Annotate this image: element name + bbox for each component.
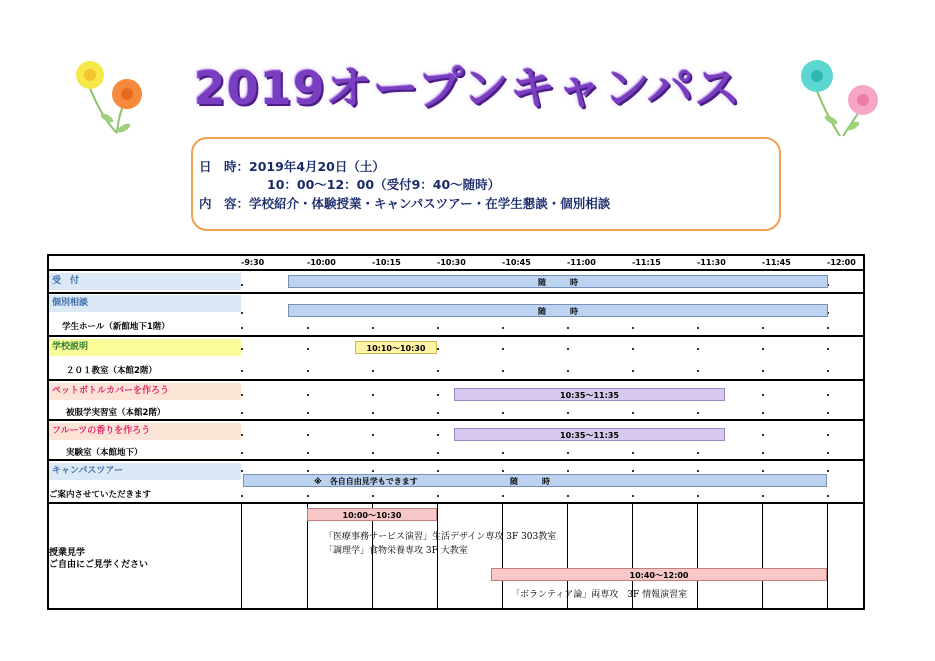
divider (47, 502, 865, 504)
row-label-reception: 受 付 (49, 273, 241, 290)
class-visit-bar-1: 10:00～10:30 (307, 508, 437, 521)
grid-dot (241, 327, 243, 329)
grid-dot (697, 470, 699, 472)
grid-dot (567, 327, 569, 329)
divider (827, 504, 828, 610)
grid-dot (241, 394, 243, 396)
room-school-briefing: ２０１教室（本館2階） (66, 366, 157, 376)
divider (47, 379, 865, 381)
grid-dot (762, 348, 764, 350)
grid-dot (241, 412, 243, 414)
consultation-bar: 随 時 (288, 304, 828, 317)
grid-dot (372, 412, 374, 414)
grid-dot (697, 370, 699, 372)
grid-dot (241, 495, 243, 497)
grid-dot (827, 470, 829, 472)
grid-dot (372, 470, 374, 472)
class-visit-note-2: 「ボランティア論」両専攻 3F 情報演習室 (511, 590, 688, 600)
grid-dot (762, 412, 764, 414)
pet-bottle-bar: 10:35～11:35 (454, 388, 725, 401)
grid-dot (827, 434, 829, 436)
divider (762, 504, 763, 610)
row-label-consultation: 個別相談 (49, 295, 241, 312)
date-line: 日 時：2019年4月20日（土） (199, 159, 385, 174)
grid-dot (567, 495, 569, 497)
time-tick: -11:15 (632, 258, 661, 267)
grid-dot (307, 412, 309, 414)
room-fruit-scent: 実験室（本館地下） (66, 448, 143, 458)
row-label-pet-bottle: ペットボトルカバーを作ろう (49, 383, 241, 400)
grid-dot (632, 412, 634, 414)
grid-dot (632, 348, 634, 350)
grid-dot (762, 452, 764, 454)
grid-dot (437, 495, 439, 497)
grid-dot (307, 452, 309, 454)
grid-dot (502, 495, 504, 497)
grid-dot (437, 412, 439, 414)
grid-dot (827, 452, 829, 454)
divider (241, 504, 242, 610)
grid-dot (437, 452, 439, 454)
grid-dot (502, 470, 504, 472)
grid-dot (437, 470, 439, 472)
grid-dot (697, 495, 699, 497)
grid-dot (632, 370, 634, 372)
grid-dot (632, 495, 634, 497)
grid-dot (762, 327, 764, 329)
grid-dot (827, 394, 829, 396)
grid-dot (502, 452, 504, 454)
room-pet-bottle: 被服学実習室（本館2階） (66, 408, 166, 418)
grid-dot (437, 348, 439, 350)
campus-tour-bar (243, 474, 827, 487)
grid-dot (632, 452, 634, 454)
grid-dot (502, 348, 504, 350)
grid-dot (241, 370, 243, 372)
grid-dot (567, 370, 569, 372)
grid-dot (372, 434, 374, 436)
grid-dot (567, 452, 569, 454)
grid-dot (437, 434, 439, 436)
content-line: 内 容：学校紹介・体験授業・キャンパスツアー・在学生懇談・個別相談 (199, 196, 611, 211)
divider (47, 269, 865, 271)
time-tick: -12:00 (827, 258, 856, 267)
grid-dot (241, 284, 243, 286)
grid-dot (372, 327, 374, 329)
grid-dot (241, 312, 243, 314)
time-tick: -10:15 (372, 258, 401, 267)
fruit-scent-bar: 10:35～11:35 (454, 428, 725, 441)
divider (47, 292, 865, 294)
grid-dot (372, 452, 374, 454)
grid-dot (697, 452, 699, 454)
grid-dot (827, 348, 829, 350)
grid-dot (241, 348, 243, 350)
time-tick: -9:30 (241, 258, 265, 267)
row-label-fruit-scent: フルーツの香りを作ろう (49, 423, 241, 440)
grid-dot (502, 370, 504, 372)
grid-dot (372, 370, 374, 372)
grid-dot (827, 412, 829, 414)
event-info-box (191, 137, 781, 231)
time-tick: -11:45 (762, 258, 791, 267)
divider (437, 504, 438, 610)
grid-dot (632, 470, 634, 472)
reception-bar: 随 時 (288, 275, 828, 288)
grid-dot (827, 495, 829, 497)
campus-tour-bar-label: 随 時 (510, 477, 550, 486)
divider (47, 335, 865, 337)
time-tick: -11:00 (567, 258, 596, 267)
grid-dot (697, 348, 699, 350)
grid-dot (241, 470, 243, 472)
grid-dot (567, 348, 569, 350)
grid-dot (372, 495, 374, 497)
grid-dot (502, 412, 504, 414)
time-tick: -11:30 (697, 258, 726, 267)
divider (502, 504, 503, 610)
divider (47, 419, 865, 421)
grid-dot (307, 348, 309, 350)
class-visit-note-1a: 「医療事務サービス演習」生活デザイン専攻 3F 303教室 (324, 532, 557, 542)
school-briefing-bar: 10:10～10:30 (355, 341, 437, 354)
grid-dot (307, 470, 309, 472)
grid-dot (372, 394, 374, 396)
grid-dot (762, 495, 764, 497)
time-tick: -10:30 (437, 258, 466, 267)
grid-dot (567, 470, 569, 472)
grid-dot (632, 327, 634, 329)
grid-dot (437, 370, 439, 372)
page-title: 2019オープンキャンパス (193, 61, 742, 115)
class-visit-sub: ご自由にご見学ください (49, 560, 149, 570)
divider (697, 504, 698, 610)
grid-dot (762, 394, 764, 396)
grid-dot (827, 370, 829, 372)
grid-dot (307, 370, 309, 372)
grid-dot (307, 394, 309, 396)
row-label-class-visit: 授業見学 (49, 548, 86, 558)
time-line: 10：00～12：00（受付9：40～随時） (267, 177, 501, 192)
grid-dot (762, 370, 764, 372)
grid-dot (241, 434, 243, 436)
row-label-campus-tour: キャンパスツアー (49, 463, 241, 480)
class-visit-bar-2: 10:40～12:00 (491, 568, 827, 581)
grid-dot (762, 434, 764, 436)
grid-dot (827, 327, 829, 329)
grid-dot (762, 470, 764, 472)
grid-dot (241, 452, 243, 454)
room-campus-tour: ご案内させていただきます (49, 490, 152, 500)
grid-dot (437, 394, 439, 396)
room-consultation: 学生ホール（新館地下1階） (62, 322, 170, 332)
grid-dot (697, 412, 699, 414)
grid-dot (307, 434, 309, 436)
grid-dot (567, 412, 569, 414)
time-tick: -10:00 (307, 258, 336, 267)
divider (47, 459, 865, 461)
grid-dot (502, 327, 504, 329)
grid-dot (437, 327, 439, 329)
class-visit-note-1b: 「調理学」食物栄養専攻 3F 大教室 (324, 546, 468, 556)
campus-tour-note: ※ 各自自由見学もできます (314, 477, 418, 486)
row-label-school-briefing: 学校説明 (49, 339, 241, 356)
grid-dot (307, 327, 309, 329)
grid-dot (307, 495, 309, 497)
grid-dot (697, 327, 699, 329)
time-tick: -10:45 (502, 258, 531, 267)
